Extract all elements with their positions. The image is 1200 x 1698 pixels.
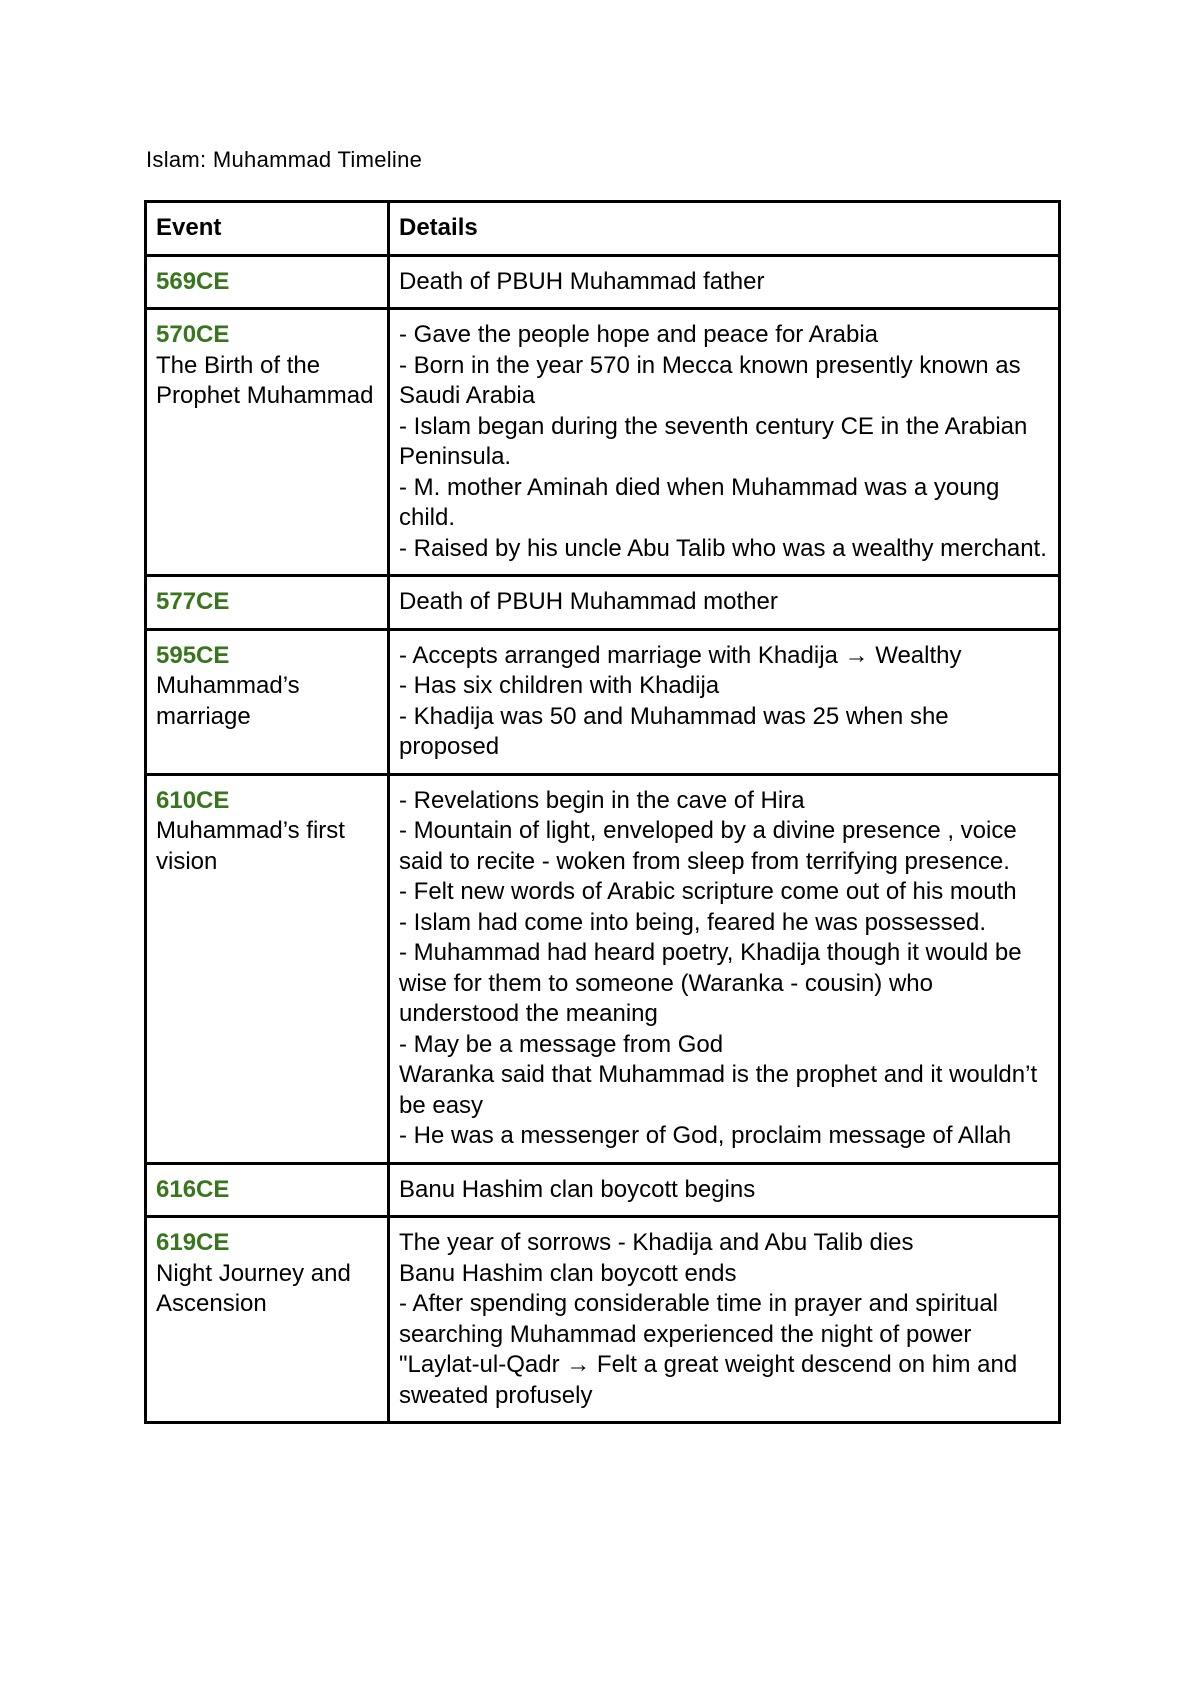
details-cell <box>389 1163 1060 1217</box>
event-date: 610CE <box>156 786 230 814</box>
event-cell <box>146 309 389 576</box>
event-date: 619CE <box>156 1229 230 1256</box>
table-row <box>146 1217 1060 1423</box>
details-cell <box>389 576 1060 630</box>
event-title: Muhammad’s marriage <box>156 672 300 730</box>
event-cell <box>146 1217 389 1423</box>
event-cell <box>146 255 389 309</box>
details-cell <box>389 774 1060 1163</box>
event-title: Muhammad’s first vision <box>156 817 345 875</box>
table-row <box>146 576 1060 630</box>
event-cell <box>146 774 389 1163</box>
event-date: 616CE <box>156 1175 230 1203</box>
detail-line: - Accepts arranged marriage with Khadija → Wealthy <box>399 641 962 669</box>
event-date: 570CE <box>156 321 230 348</box>
event-title: The Birth of the Prophet Muhammad <box>156 351 374 409</box>
table-header-row <box>146 202 1060 256</box>
table-row <box>146 774 1060 1163</box>
detail-line: - M. mother Aminah died when Muhammad was a young child. <box>399 473 1000 531</box>
event-date: 569CE <box>156 267 230 295</box>
detail-line: - May be a message from God <box>399 1030 724 1058</box>
detail-line: - Muhammad had heard poetry, Khadija though it would be wise for them to someone (Waranka - cousin) who understood the meaning <box>399 939 1022 1027</box>
details-cell <box>389 255 1060 309</box>
detail-line: Banu Hashim clan boycott ends <box>399 1259 737 1287</box>
event-date: 595CE <box>156 641 230 669</box>
detail-line: - Has six children with Khadija <box>399 672 720 699</box>
detail-line: - Born in the year 570 in Mecca known presently known as Saudi Arabia <box>399 351 1021 409</box>
detail-line: - He was a messenger of God, proclaim message of Allah <box>399 1122 1012 1149</box>
detail-line: - Islam began during the seventh century CE in the Arabian Peninsula. <box>399 412 1028 470</box>
timeline-table <box>144 200 1061 1424</box>
event-title: Night Journey and Ascension <box>156 1259 351 1317</box>
detail-line: Death of PBUH Muhammad mother <box>399 588 778 615</box>
table-row <box>146 1163 1060 1217</box>
timeline-body <box>146 255 1060 1423</box>
detail-line: - Revelations begin in the cave of Hira <box>399 786 805 814</box>
detail-line: - Felt new words of Arabic scripture come out of his mouth <box>399 878 1017 905</box>
table-row <box>146 255 1060 309</box>
table-row <box>146 629 1060 774</box>
header-event: Event <box>146 202 389 256</box>
event-cell <box>146 1163 389 1217</box>
header-details: Details <box>389 202 1060 256</box>
detail-line: Banu Hashim clan boycott begins <box>399 1175 756 1203</box>
event-date: 577CE <box>156 588 230 615</box>
details-cell <box>389 1217 1060 1423</box>
event-cell <box>146 629 389 774</box>
detail-line: - Khadija was 50 and Muhammad was 25 when she proposed <box>399 702 949 760</box>
detail-line: - After spending considerable time in prayer and spiritual searching Muhammad experienced the night of power "Laylat-ul-Qadr → Felt a great weight descend on him and sweated profusely <box>399 1290 1018 1409</box>
table-row <box>146 309 1060 576</box>
detail-line: The year of sorrows - Khadija and Abu Talib dies <box>399 1229 914 1256</box>
page-title: Islam: Muhammad Timeline <box>146 147 423 172</box>
detail-line: - Raised by his uncle Abu Talib who was a wealthy merchant. <box>399 534 1047 562</box>
details-cell <box>389 309 1060 576</box>
detail-line: - Mountain of light, enveloped by a divine presence , voice said to recite - woken from sleep from terrifying presence. <box>399 817 1017 875</box>
event-cell <box>146 576 389 630</box>
detail-line: Death of PBUH Muhammad father <box>399 267 765 295</box>
details-cell <box>389 629 1060 774</box>
detail-line: - Islam had come into being, feared he was possessed. <box>399 908 986 936</box>
detail-line: Waranka said that Muhammad is the prophet and it wouldn’t be easy <box>399 1061 1038 1119</box>
detail-line: - Gave the people hope and peace for Arabia <box>399 321 879 348</box>
